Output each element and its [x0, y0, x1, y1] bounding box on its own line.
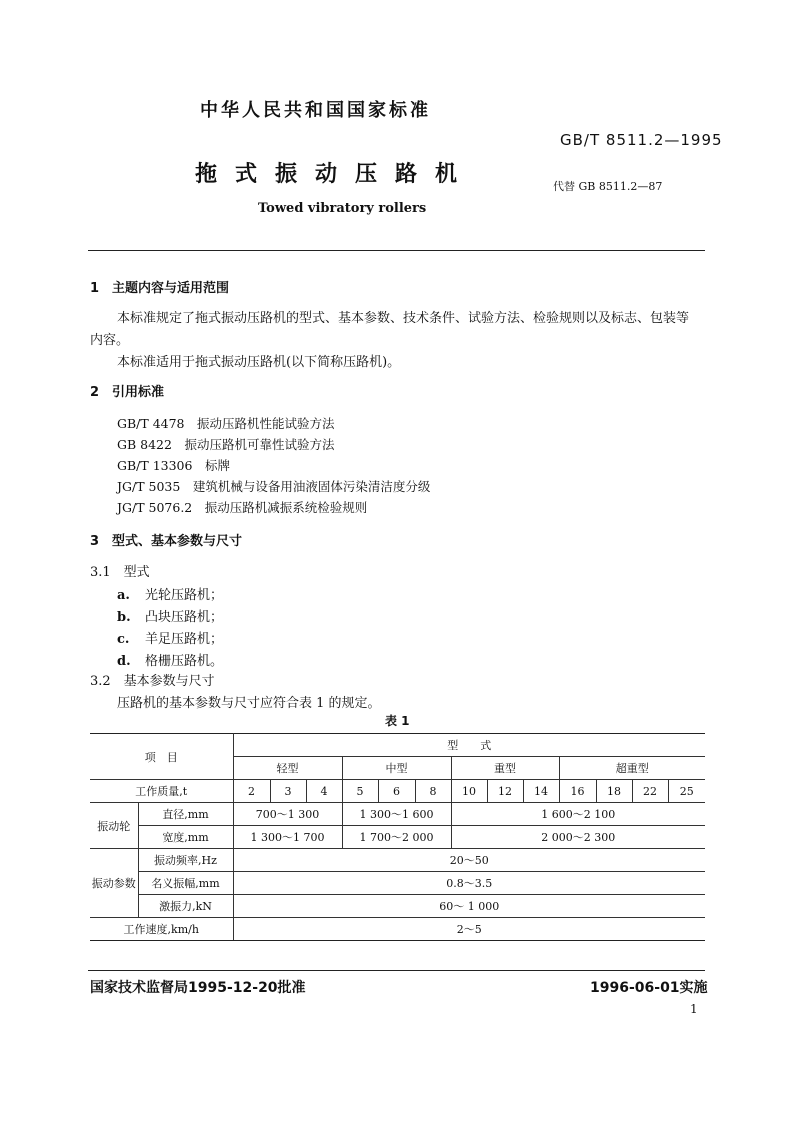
subsection-3-2-paragraph: 压路机的基本参数与尺寸应符合表 1 的规定。: [117, 696, 381, 711]
section-1-scope-paragraph: 本标准适用于拖式振动压路机(以下简称压路机)。: [117, 355, 401, 370]
table-row: [90, 826, 705, 849]
table-cell: 超重型: [559, 757, 705, 780]
reference-item: GB/T 4478 振动压路机性能试验方法: [117, 416, 335, 431]
table-cell: 16: [559, 780, 596, 803]
approval-date: 国家技术监督局1995-12-20批准: [90, 980, 306, 996]
reference-item: GB 8422 振动压路机可靠性试验方法: [117, 437, 335, 452]
english-title: Towed vibratory rollers: [258, 201, 427, 216]
table-cell: 工作质量,t: [90, 780, 233, 803]
table-cell: 12: [487, 780, 523, 803]
table-cell: 型 式: [233, 734, 705, 757]
section-1-paragraph-line-2: 内容。: [90, 333, 130, 348]
subsection-3-2-heading: 3.2 基本参数与尺寸: [90, 674, 215, 689]
section-3-heading: 3 型式、基本参数与尺寸: [90, 534, 243, 549]
table-cell: 3: [270, 780, 306, 803]
table-row: [90, 918, 705, 941]
type-list-item: c. 羊足压路机；: [117, 632, 224, 647]
page-number: 1: [690, 1002, 698, 1016]
type-list-item: d. 格栅压路机。: [117, 654, 224, 669]
table-cell: 0.8～3.5: [233, 872, 705, 895]
table-cell: 振动轮: [90, 803, 138, 849]
table-cell: 振动频率,Hz: [138, 849, 233, 872]
table-caption: 表 1: [385, 714, 410, 728]
table-cell: 2～5: [233, 918, 705, 941]
table-row: [90, 849, 705, 872]
reference-item: JG/T 5076.2 振动压路机减振系统检验规则: [117, 500, 368, 515]
table-cell: 轻型: [233, 757, 342, 780]
header-divider: [88, 250, 705, 251]
document-title: 拖式振动压路机: [195, 162, 476, 187]
parameters-table: [90, 733, 705, 941]
table-cell: 工作速度,km/h: [90, 918, 233, 941]
table-cell: 2 000～2 300: [451, 826, 705, 849]
table-cell: 25: [668, 780, 705, 803]
table-row: [90, 895, 705, 918]
table-header-row: [90, 734, 705, 757]
table-cell: 中型: [342, 757, 451, 780]
table-cell: 22: [632, 780, 668, 803]
table-cell: 18: [596, 780, 632, 803]
table-cell: 5: [342, 780, 378, 803]
table-cell: 14: [523, 780, 559, 803]
table-cell: 项 目: [90, 734, 233, 780]
table-cell: 振动参数: [90, 849, 138, 918]
footer-divider: [88, 970, 705, 971]
section-1-paragraph-line-1: 本标准规定了拖式振动压路机的型式、基本参数、技术条件、试验方法、检验规则以及标志、包装等: [117, 311, 690, 326]
table-cell: 700～1 300: [233, 803, 342, 826]
table-cell: 宽度,mm: [138, 826, 233, 849]
effective-date: 1996-06-01实施: [590, 980, 708, 996]
table-row: [90, 803, 705, 826]
table-row: [90, 780, 705, 803]
replaces-note: 代替 GB 8511.2—87: [553, 180, 663, 193]
table-cell: 8: [415, 780, 451, 803]
subsection-3-1-heading: 3.1 型式: [90, 565, 150, 580]
standard-number: GB/T 8511.2—1995: [560, 131, 723, 149]
table-cell: 2: [233, 780, 270, 803]
table-row: [90, 872, 705, 895]
reference-item: GB/T 13306 标牌: [117, 458, 230, 473]
section-1-heading: 1 主题内容与适用范围: [90, 281, 230, 296]
table-cell: 4: [306, 780, 342, 803]
table-cell: 激振力,kN: [138, 895, 233, 918]
table-cell: 1 300～1 700: [233, 826, 342, 849]
table-cell: 1 300～1 600: [342, 803, 451, 826]
table-cell: 10: [451, 780, 487, 803]
table-cell: 1 600～2 100: [451, 803, 705, 826]
reference-item: JG/T 5035 建筑机械与设备用油液固体污染清洁度分级: [117, 479, 431, 494]
table-cell: 60～ 1 000: [233, 895, 705, 918]
table-cell: 直径,mm: [138, 803, 233, 826]
table-cell: 名义振幅,mm: [138, 872, 233, 895]
standard-title: 中华人民共和国国家标准: [200, 100, 431, 121]
type-list-item: b. 凸块压路机；: [117, 610, 224, 625]
table-cell: 20～50: [233, 849, 705, 872]
table-cell: 6: [378, 780, 415, 803]
table-cell: 1 700～2 000: [342, 826, 451, 849]
type-list-item: a. 光轮压路机；: [117, 588, 224, 603]
table-cell: 重型: [451, 757, 559, 780]
section-2-heading: 2 引用标准: [90, 385, 165, 400]
